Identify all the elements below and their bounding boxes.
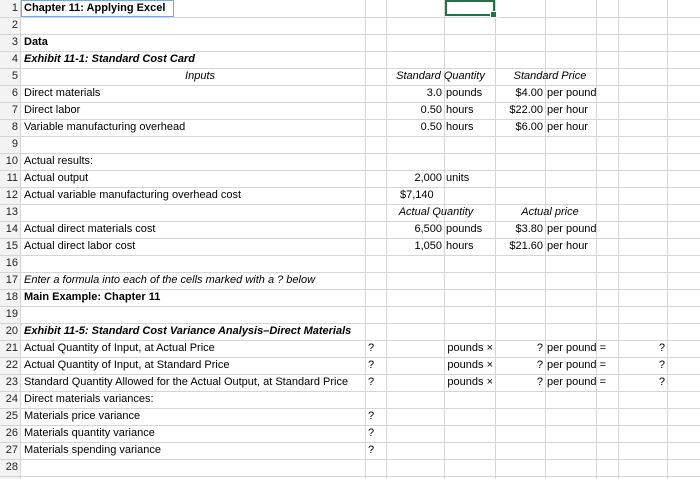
formula-cell[interactable]: ? — [368, 376, 375, 388]
active-cell-selection[interactable] — [445, 0, 495, 16]
row-number[interactable]: 23 — [5, 376, 18, 388]
gridline — [0, 170, 700, 171]
row-number[interactable]: 17 — [5, 274, 18, 286]
row-number[interactable]: 16 — [5, 257, 18, 269]
gridline — [0, 17, 700, 18]
standard-price-header[interactable]: Standard Price — [513, 70, 587, 82]
value-cell[interactable]: $3.80 — [515, 223, 543, 235]
row-number[interactable]: 11 — [6, 172, 18, 184]
instruction-text[interactable]: Enter a formula into each of the cells marked with a ? below — [24, 274, 316, 286]
unit-cell[interactable]: per pound — [547, 87, 597, 99]
formula-cell[interactable]: ? — [536, 342, 543, 354]
row-number[interactable]: 28 — [5, 461, 18, 473]
gridline — [0, 136, 700, 137]
unit-cell[interactable]: per hour — [547, 121, 588, 133]
label-cell[interactable]: Standard Quantity Allowed for the Actual Output, at Standard Price — [24, 376, 349, 388]
unit-cell[interactable]: pounds × — [447, 342, 493, 354]
formula-cell[interactable]: ? — [536, 376, 543, 388]
row-number[interactable]: 4 — [11, 53, 18, 65]
row-number[interactable]: 1 — [11, 2, 18, 14]
row-number[interactable]: 7 — [11, 104, 18, 116]
row-number[interactable]: 22 — [5, 359, 18, 371]
value-cell[interactable]: 2,000 — [414, 172, 442, 184]
unit-cell[interactable]: pounds — [446, 87, 483, 99]
actual-quantity-header[interactable]: Actual Quantity — [398, 206, 474, 218]
row-number[interactable]: 27 — [5, 444, 18, 456]
label-cell[interactable]: Actual Quantity of Input, at Actual Price — [24, 342, 215, 354]
gridline — [20, 0, 21, 479]
formula-cell[interactable]: ? — [368, 410, 375, 422]
value-cell[interactable]: $21.60 — [509, 240, 543, 252]
unit-cell[interactable]: per pound — [547, 223, 597, 235]
standard-quantity-header[interactable]: Standard Quantity — [396, 70, 485, 82]
exhibit-title[interactable]: Exhibit 11-5: Standard Cost Variance Analysis–Direct Materials — [24, 325, 352, 337]
value-cell[interactable]: 3.0 — [426, 87, 442, 99]
gridline — [0, 476, 700, 477]
inputs-header[interactable]: Inputs — [185, 70, 215, 82]
main-example-label[interactable]: Main Example: Chapter 11 — [24, 291, 161, 303]
label-cell[interactable]: Direct materials variances: — [24, 393, 154, 405]
row-number[interactable]: 10 — [5, 155, 18, 167]
value-cell[interactable]: 1,050 — [414, 240, 442, 252]
gridline — [495, 0, 496, 479]
label-cell[interactable]: Materials quantity variance — [24, 427, 155, 439]
unit-cell[interactable]: pounds × — [447, 359, 493, 371]
row-number[interactable]: 8 — [11, 121, 18, 133]
gridline — [365, 0, 366, 479]
row-number[interactable]: 9 — [11, 138, 18, 150]
label-cell[interactable]: Variable manufacturing overhead — [24, 121, 186, 133]
value-cell[interactable]: 0.50 — [420, 104, 442, 116]
unit-cell[interactable]: units — [446, 172, 470, 184]
section-label-data[interactable]: Data — [24, 36, 48, 48]
row-number[interactable]: 26 — [5, 427, 18, 439]
row-number[interactable]: 5 — [11, 70, 18, 82]
formula-cell[interactable]: ? — [658, 342, 665, 354]
label-cell[interactable]: Actual results: — [24, 155, 94, 167]
label-cell[interactable]: Actual variable manufacturing overhead cost — [24, 189, 242, 201]
row-number[interactable]: 3 — [11, 36, 18, 48]
label-cell[interactable]: Actual direct materials cost — [24, 223, 156, 235]
gridline — [0, 459, 700, 460]
row-number[interactable]: 19 — [5, 308, 18, 320]
unit-cell[interactable]: per pound = — [547, 342, 607, 354]
gridline — [667, 0, 668, 479]
row-number[interactable]: 15 — [5, 240, 18, 252]
unit-cell[interactable]: pounds — [446, 223, 483, 235]
gridline — [0, 306, 700, 307]
gridline — [0, 255, 700, 256]
row-number[interactable]: 13 — [5, 206, 18, 218]
value-cell[interactable]: $6.00 — [515, 121, 543, 133]
gridline — [0, 153, 700, 154]
formula-cell[interactable]: ? — [658, 359, 665, 371]
label-cell[interactable]: Actual direct labor cost — [24, 240, 136, 252]
row-number[interactable]: 18 — [5, 291, 18, 303]
label-cell[interactable]: Direct materials — [24, 87, 101, 99]
gridline — [0, 102, 700, 103]
row-number[interactable]: 2 — [11, 19, 18, 31]
formula-cell[interactable]: ? — [368, 359, 375, 371]
sheet-title[interactable]: Chapter 11: Applying Excel — [24, 2, 166, 14]
row-number[interactable]: 20 — [5, 325, 18, 337]
label-cell[interactable]: Actual output — [24, 172, 89, 184]
row-number[interactable]: 25 — [5, 410, 18, 422]
unit-cell[interactable]: per pound = — [547, 359, 607, 371]
unit-cell[interactable]: per hour — [547, 240, 588, 252]
value-cell[interactable]: $4.00 — [515, 87, 543, 99]
row-number[interactable]: 6 — [11, 87, 18, 99]
value-cell[interactable]: 0.50 — [420, 121, 442, 133]
label-cell[interactable]: Direct labor — [24, 104, 81, 116]
exhibit-title[interactable]: Exhibit 11-1: Standard Cost Card — [24, 53, 195, 65]
formula-cell[interactable]: ? — [368, 444, 375, 456]
value-cell[interactable]: $22.00 — [509, 104, 543, 116]
label-cell[interactable]: Materials spending variance — [24, 444, 161, 456]
actual-price-header[interactable]: Actual price — [521, 206, 579, 218]
row-number[interactable]: 12 — [5, 189, 18, 201]
unit-cell[interactable]: hours — [446, 240, 474, 252]
value-cell[interactable]: 6,500 — [414, 223, 442, 235]
gridline — [0, 34, 700, 35]
row-number[interactable]: 14 — [5, 223, 18, 235]
formula-cell[interactable]: ? — [536, 359, 543, 371]
unit-cell[interactable]: per pound = — [547, 376, 607, 388]
row-number[interactable]: 21 — [5, 342, 18, 354]
formula-cell[interactable]: ? — [368, 427, 375, 439]
formula-cell[interactable]: ? — [368, 342, 375, 354]
gridline — [618, 0, 619, 479]
formula-cell[interactable]: ? — [658, 376, 665, 388]
unit-cell[interactable]: hours — [446, 121, 474, 133]
row-number[interactable]: 24 — [5, 393, 18, 405]
label-cell[interactable]: Materials price variance — [24, 410, 141, 422]
label-cell[interactable]: Actual Quantity of Input, at Standard Price — [24, 359, 230, 371]
unit-cell[interactable]: pounds × — [447, 376, 493, 388]
unit-cell[interactable]: hours — [446, 104, 474, 116]
unit-cell[interactable]: per hour — [547, 104, 588, 116]
value-cell[interactable]: $7,140 — [400, 189, 434, 201]
fill-handle[interactable] — [490, 11, 497, 18]
